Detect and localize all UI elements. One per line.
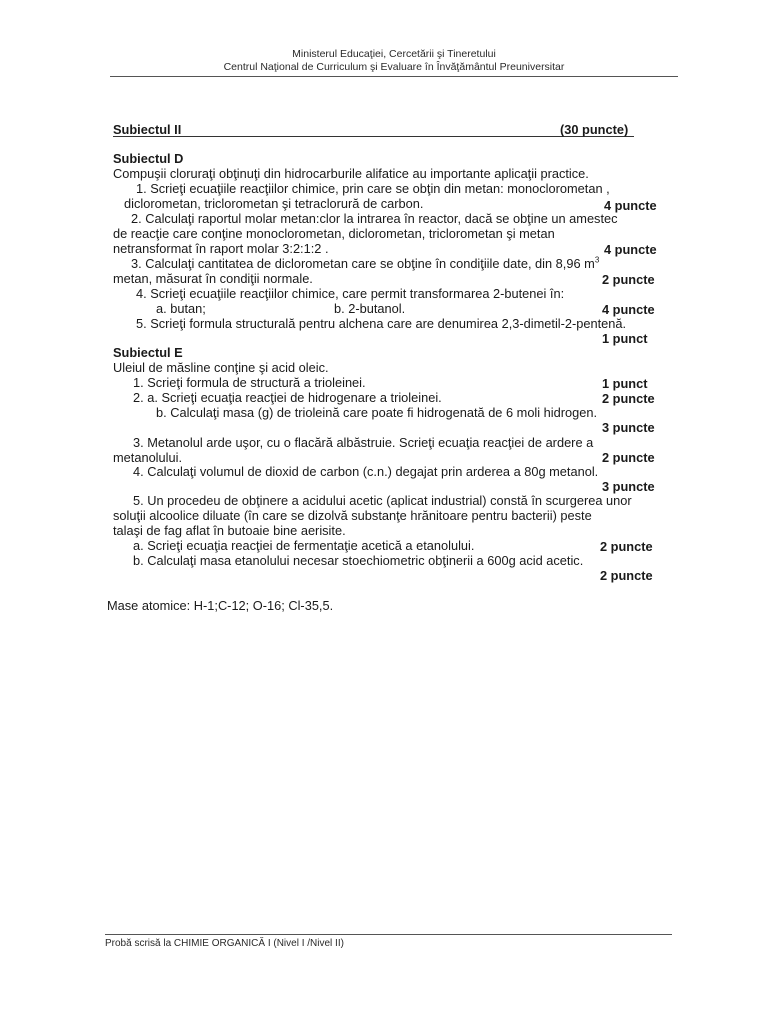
e-q4-points: 3 puncte [602,479,655,494]
e-q5-line3: talaşi de fag aflat în butoaie bine aerisite. [113,523,346,538]
page-footer: Probă scrisă la CHIMIE ORGANICĂ I (Nivel I /Nivel II) [105,938,344,949]
e-q5-line1: 5. Un procedeu de obţinere a acidului acetic (aplicat industrial) constă în scurgerea unor [133,493,632,508]
d-q2-line1: 2. Calculaţi raportul molar metan:clor la intrarea în reactor, dacă se obţine un amestec [131,211,618,226]
e-q5-b-points: 2 puncte [600,568,653,583]
e-q5-line2: soluţii alcoolice diluate (în care se dizolvă substanţe hrănitoare pentru bacterii) peste [113,508,592,523]
d-q3-line2: metan, măsurat în condiţii normale. [113,271,313,286]
e-q1-points: 1 punct [602,376,648,391]
d-q2-line2: de reacţie care conţine monoclorometan, diclorometan, triclorometan şi metan [113,226,555,241]
header-center: Centrul Naţional de Curriculum şi Evaluare în Învăţământul Preuniversitar [223,61,565,73]
e-q5-a-points: 2 puncte [600,539,653,554]
d-q4-option-a: a. butan; [156,301,206,316]
d-q2-points: 4 puncte [604,242,657,257]
e-q3-line2: metanolului. [113,450,183,465]
e-q1: 1. Scrieţi formula de structură a trioleinei. [133,375,366,390]
d-q3-superscript: 3 [594,255,600,265]
header-ministry: Ministerul Educaţiei, Cercetării şi Tineretului [292,48,496,60]
subject-ii-title: Subiectul II [113,122,182,137]
subject-d-title: Subiectul D [113,151,184,166]
subject-e-intro: Uleiul de măsline conţine şi acid oleic. [113,360,329,375]
e-q4: 4. Calculaţi volumul de dioxid de carbon (c.n.) degajat prin arderea a 80g metanol. [133,464,599,479]
e-q2-b-points: 3 puncte [602,420,655,435]
d-q4-line1: 4. Scrieţi ecuaţiile reacţiilor chimice, care permit transformarea 2-butenei în: [136,286,565,301]
d-q3-text: 3. Calculaţi cantitatea de diclorometan care se obţine în condiţiile date, din 8,96 m [131,256,595,271]
header-divider [110,76,678,77]
d-q3-line1 [131,256,599,271]
e-q2-b: b. Calculaţi masa (g) de trioleină care poate fi hidrogenată de 6 moli hidrogen. [156,405,598,420]
e-q3-line1: 3. Metanolul arde uşor, cu o flacără albăstruie. Scrieţi ecuaţia reacţiei de ardere a [133,435,594,450]
e-q5-b: b. Calculaţi masa etanolului necesar stoechiometric obţinerii a 600g acid acetic. [133,553,584,568]
footer-divider [105,934,672,935]
page-header [110,48,678,74]
d-q2-line3: netransformat în raport molar 3:2:1:2 . [113,241,329,256]
d-q4-option-b: b. 2-butanol. [334,301,406,316]
d-q4-points: 4 puncte [602,302,655,317]
subject-ii-underline [113,136,634,137]
e-q2-a: 2. a. Scrieţi ecuaţia reacţiei de hidrogenare a trioleinei. [133,390,442,405]
subject-e-title: Subiectul E [113,345,183,360]
atomic-masses: Mase atomice: H-1;C-12; O-16; Cl-35,5. [107,598,334,613]
subject-d-intro: Compuşii cloruraţi obţinuţi din hidrocarburile alifatice au importante aplicaţii practice. [113,166,589,181]
d-q1-line2: diclorometan, triclorometan şi tetraclorură de carbon. [124,196,424,211]
e-q5-a: a. Scrieţi ecuaţia reacţiei de fermentaţie acetică a etanolului. [133,538,475,553]
d-q3-points: 2 puncte [602,272,655,287]
d-q5-points: 1 punct [602,331,648,346]
d-q1-points: 4 puncte [604,198,657,213]
d-q5-line1: 5. Scrieţi formula structurală pentru alchena care are denumirea 2,3-dimetil-2-pentenă. [136,316,627,331]
e-q2-a-points: 2 puncte [602,391,655,406]
d-q1-line1: 1. Scrieţi ecuaţiile reacţiilor chimice, prin care se obţin din metan: monoclorometan , [136,181,610,196]
subject-ii-points: (30 puncte) [560,122,629,137]
e-q3-points: 2 puncte [602,450,655,465]
